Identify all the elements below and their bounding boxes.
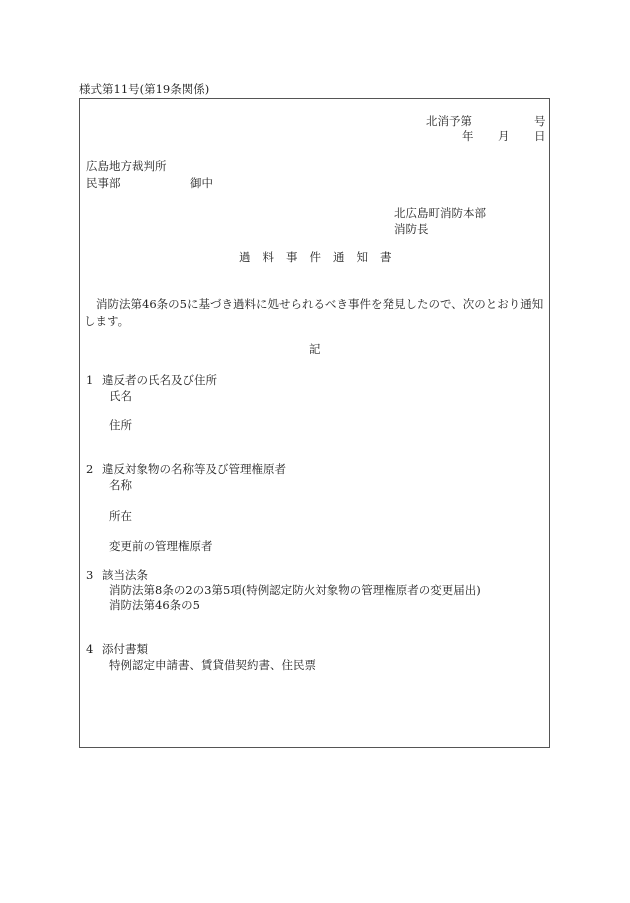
body-paragraph <box>84 296 546 330</box>
section-4-number: 4 <box>86 642 94 656</box>
document-frame <box>79 98 550 748</box>
section-2-number: 2 <box>86 462 94 476</box>
section-3-number: 3 <box>86 568 94 582</box>
date-day: 日 <box>534 129 546 143</box>
section-3-line-law-1: 消防法第8条の2の3第5項(特例認定防火対象物の管理権原者の変更届出) <box>109 583 481 597</box>
section-3-heading: 該当法条 <box>102 568 148 582</box>
section-4-heading: 添付書類 <box>102 642 148 656</box>
section-4-line-attachments: 特例認定申請書、賃貸借契約書、住民票 <box>109 658 316 672</box>
document-title: 過料事件通知書 <box>239 250 404 264</box>
section-2-line-name: 名称 <box>109 478 132 492</box>
form-label: 様式第11号(第19条関係) <box>79 82 210 96</box>
addressee-court: 広島地方裁判所 <box>86 159 167 173</box>
number-suffix: 号 <box>534 114 546 128</box>
section-1-heading: 違反者の氏名及び住所 <box>102 373 217 387</box>
sender-organization: 北広島町消防本部 <box>394 206 486 220</box>
ki-label: 記 <box>309 342 321 356</box>
addressee-honorific: 御中 <box>190 176 213 190</box>
section-1-line-name: 氏名 <box>109 389 132 403</box>
date-month: 月 <box>498 129 510 143</box>
number-prefix: 北消予第 <box>426 114 472 128</box>
section-2-line-location: 所在 <box>109 509 132 523</box>
date-year: 年 <box>462 129 474 143</box>
section-1-line-address: 住所 <box>109 418 132 432</box>
section-1-number: 1 <box>86 373 94 387</box>
section-2-line-prev-manager: 変更前の管理権原者 <box>109 539 213 553</box>
body-text: 消防法第46条の5に基づき過料に処せられるべき事件を発見したので、次のとおり通知します。 <box>84 297 544 328</box>
sender-title: 消防長 <box>394 222 429 236</box>
addressee-department: 民事部 <box>86 176 121 190</box>
section-2-heading: 違反対象物の名称等及び管理権原者 <box>102 462 286 476</box>
section-3-line-law-2: 消防法第46条の5 <box>109 598 200 612</box>
